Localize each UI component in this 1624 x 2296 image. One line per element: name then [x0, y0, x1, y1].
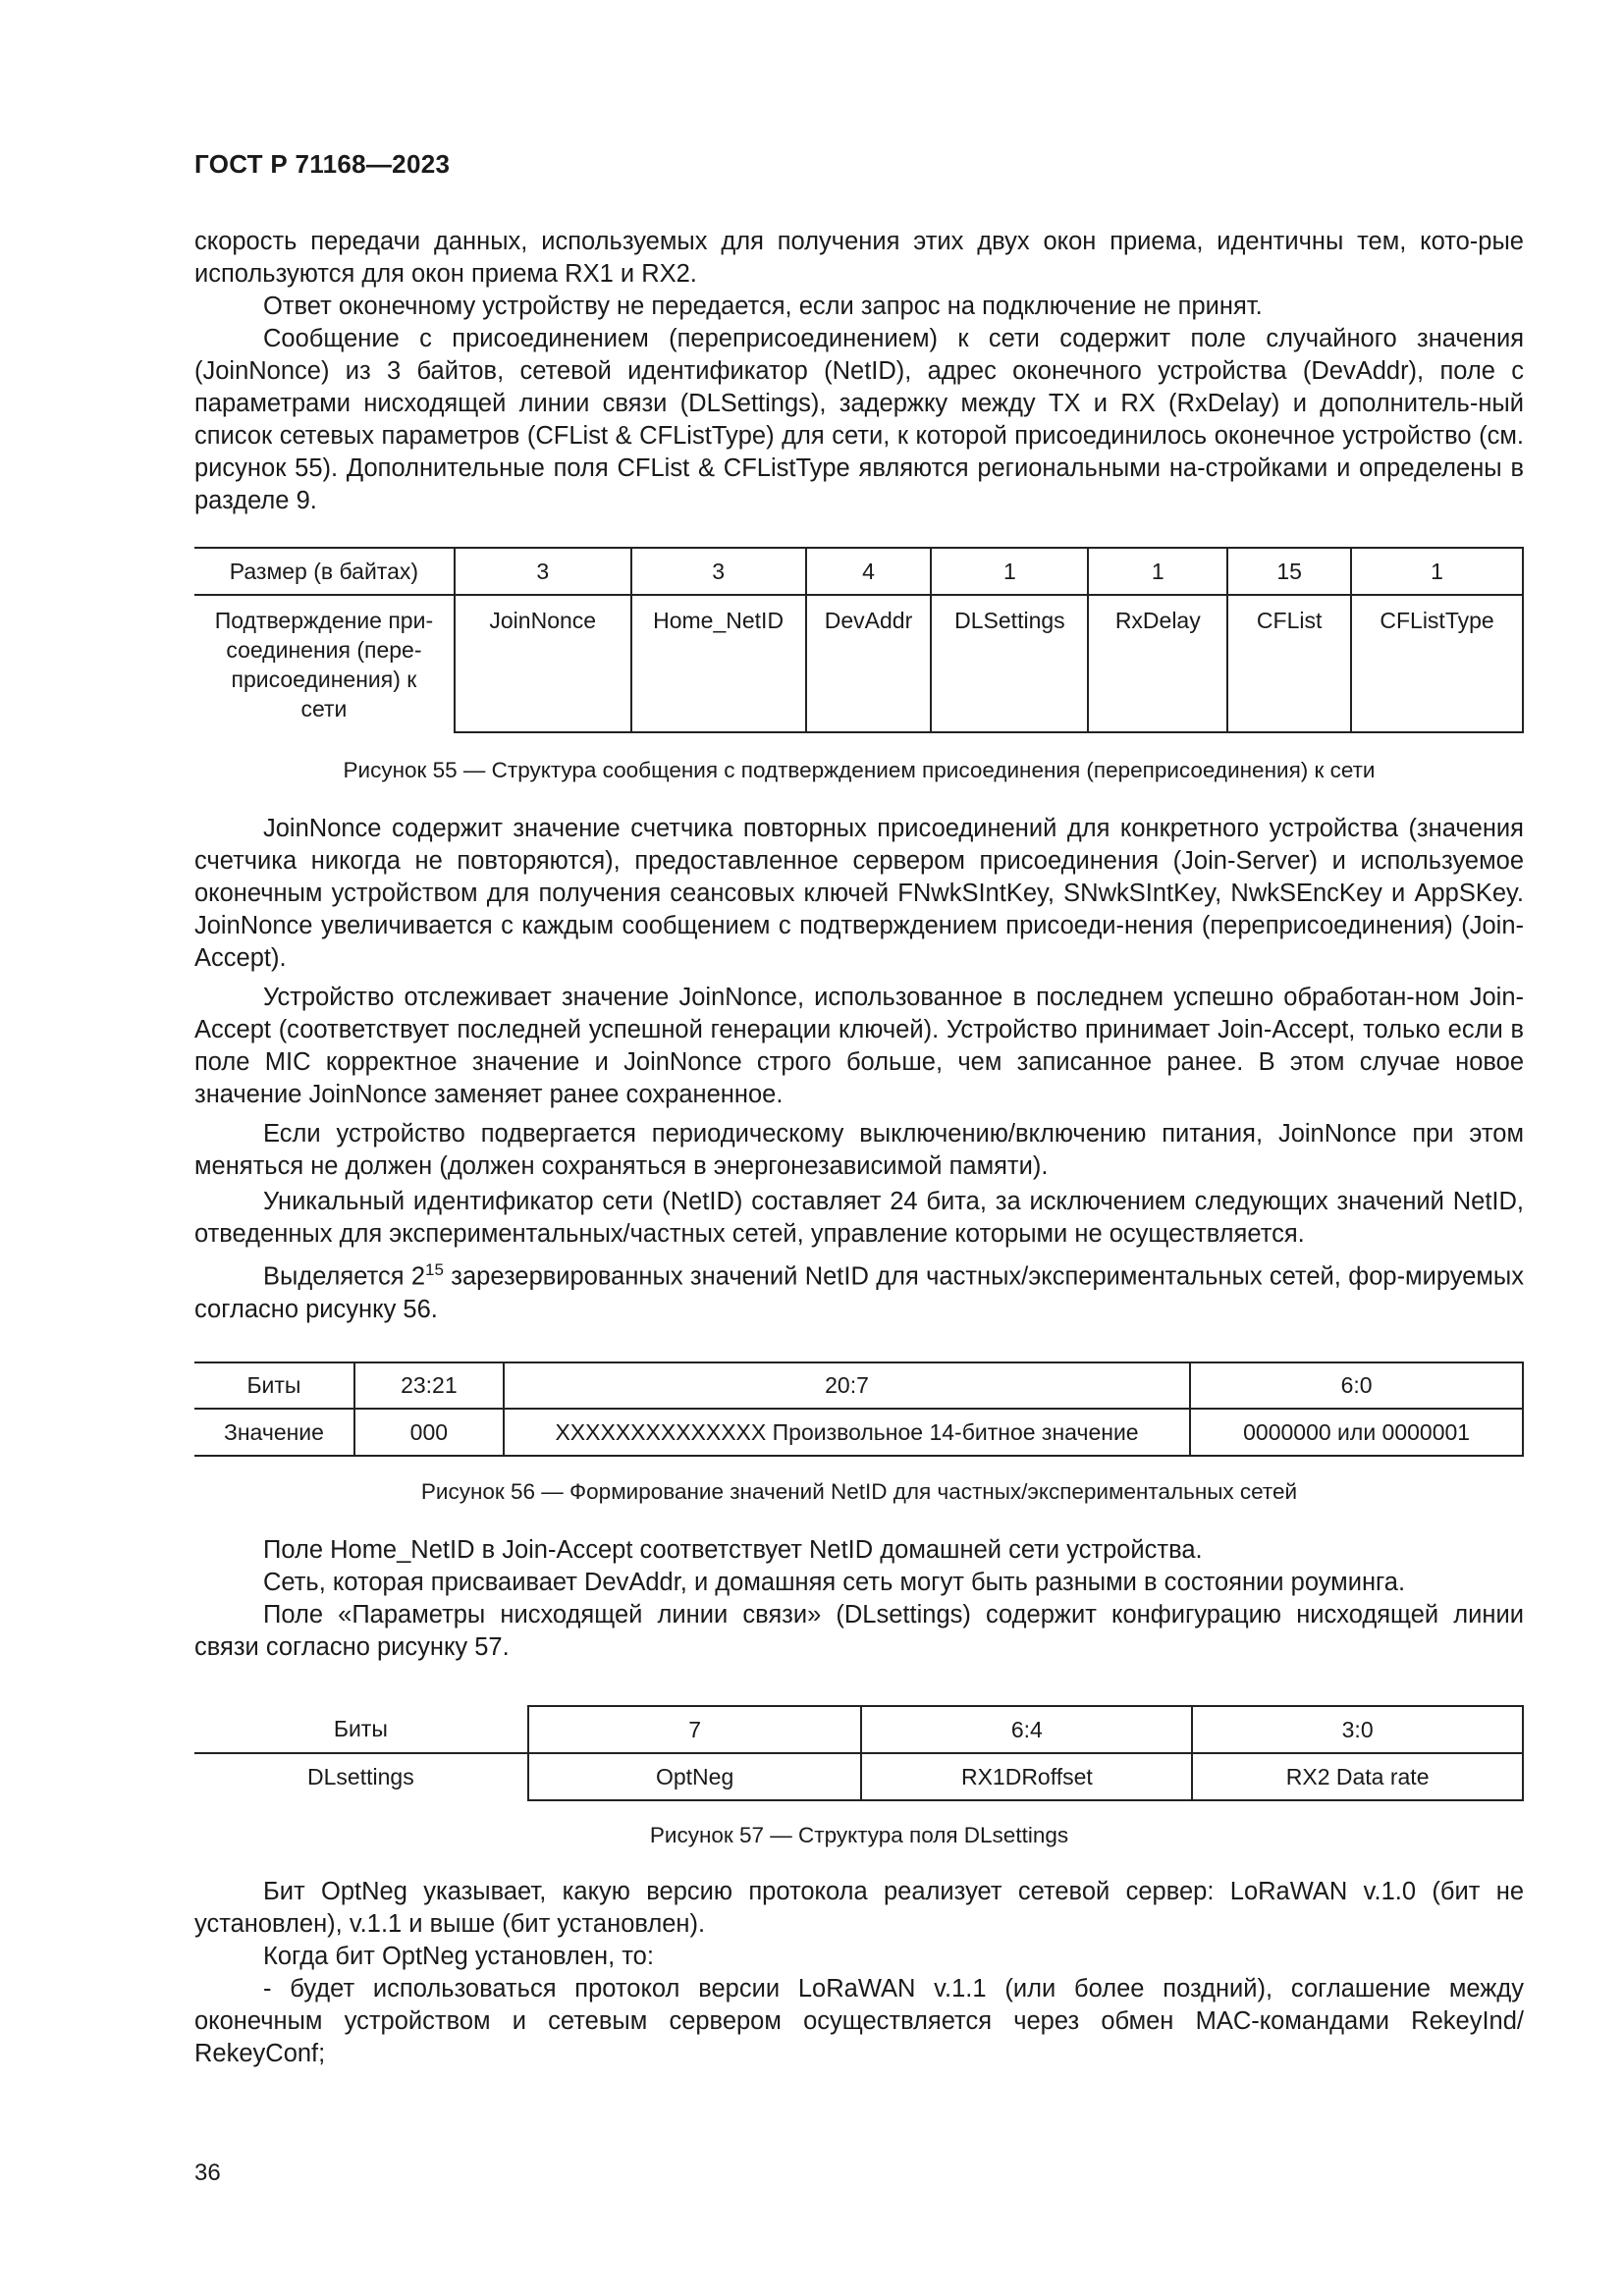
- size-cell: 3: [631, 548, 806, 595]
- paragraph-roaming: Сеть, которая присваивает DevAddr, и домашняя сеть могут быть разными в состоянии роуминга.: [263, 1569, 1406, 1596]
- field-cell: CFList: [1227, 595, 1351, 732]
- paragraph-device-tracks: Устройство отслеживает значение JoinNonce, использованное в последнем успешно обработан-ном Join-Accept (соответствует последней успешной генерации ключей). Устройство принимает Join-Accept, только если в поле MIC корректное значение и JoinNonce строго больше, чем записанное ранее. В этом случае новое значение JoinNonce заменяет ранее сохраненное.: [194, 984, 1524, 1108]
- size-cell: 1: [1088, 548, 1227, 595]
- document-header: ГОСТ Р 71168—2023: [194, 149, 451, 179]
- dlsettings-label-cell: DLsettings: [194, 1753, 528, 1800]
- paragraph-reserved-netid: [194, 1254, 1524, 1326]
- value-cell: 0000000 или 0000001: [1190, 1409, 1523, 1456]
- paragraph-netid: Уникальный идентификатор сети (NetID) составляет 24 бита, за исключением следующих значений NetID, отведенных для экспериментальных/частных сетей, управление которыми не осуществляется.: [194, 1188, 1524, 1248]
- reserved-text-before: Выделяется 2: [263, 1262, 426, 1291]
- join-accept-label-cell: Подтверждение при-соединения (пере-присоединения) к сети: [194, 595, 455, 732]
- figure-57-table: [194, 1705, 1524, 1801]
- bits-cell: 6:4: [861, 1706, 1192, 1753]
- size-cell: 15: [1227, 548, 1351, 595]
- figure-56-table: [194, 1362, 1524, 1457]
- reserved-text-after: зарезервированных значений NetID для частных/экспериментальных сетей, фор-мируемых согласно рисунку 56.: [194, 1262, 1524, 1323]
- field-cell: JoinNonce: [455, 595, 631, 732]
- size-cell: 3: [455, 548, 631, 595]
- size-cell: 4: [806, 548, 932, 595]
- field-cell: DLSettings: [931, 595, 1088, 732]
- size-cell: 1: [931, 548, 1088, 595]
- field-cell: OptNeg: [528, 1753, 862, 1800]
- figure-57-caption: Рисунок 57 — Структура поля DLsettings: [649, 1823, 1069, 1847]
- field-cell: RxDelay: [1088, 595, 1227, 732]
- figure-55-table: [194, 547, 1524, 733]
- paragraph-optneg-item: - будет использоваться протокол версии LoRaWAN v.1.1 (или более поздний), соглашение между оконечным устройством и сетевым сервером осуществляется через обмен MAC-командами RekeyInd/ RekeyConf;: [194, 1975, 1524, 2067]
- paragraph-speed: скорость передачи данных, используемых для получения этих двух окон приема, идентичны тем, кото-рые используются для окон приема RX1 и RX2.: [194, 228, 1524, 288]
- figure-56-caption: Рисунок 56 — Формирование значений NetID для частных/экспериментальных сетей: [420, 1479, 1298, 1504]
- bits-cell: 23:21: [354, 1362, 504, 1409]
- paragraph-no-response: Ответ оконечному устройству не передается, если запрос на подключение не принят.: [263, 293, 1263, 320]
- bits-label-cell: Биты: [194, 1362, 354, 1409]
- bits-cell: 3:0: [1192, 1706, 1523, 1753]
- paragraph-optneg: Бит OptNeg указывает, какую версию протокола реализует сетевой сервер: LoRaWAN v.1.0 (бит не установлен), v.1.1 и выше (бит установлен).: [194, 1878, 1524, 1938]
- field-cell: RX1DRoffset: [861, 1753, 1192, 1800]
- reserved-exponent: 15: [425, 1260, 444, 1279]
- value-cell: 000: [354, 1409, 504, 1456]
- paragraph-joinnonce: JoinNonce содержит значение счетчика повторных присоединений для конкретного устройства (значения счетчика никогда не повторяются), предоставленное сервером присоединения (Join-Server) и используемое оконечным устройством для получения сеансовых ключей FNwkSIntKey, SNwkSIntKey, NwkSEncKey и AppSKey. JoinNonce увеличивается с каждым сообщением с подтверждением присоеди-нения (переприсоединения) (Join-Accept).: [194, 815, 1524, 972]
- page-number: 36: [194, 2160, 221, 2186]
- value-cell: XXXXXXXXXXXXXX Произвольное 14-битное значение: [504, 1409, 1190, 1456]
- paragraph-join-accept-message: Сообщение с присоединением (переприсоединением) к сети содержит поле случайного значения (JoinNonce) из 3 байтов, сетевой идентификатор (NetID), адрес оконечного устройства (DevAddr), поле с параметрами нисходящей линии связи (DLSettings), задержку между TX и RX (RxDelay) и дополнитель-ный список сетевых параметров (CFList & CFListType) для сети, к которой присоединилось оконечное устройство (см. рисунок 55). Дополнительные поля CFList & CFListType являются региональными на-стройками и определены в разделе 9.: [194, 325, 1524, 514]
- field-cell: RX2 Data rate: [1192, 1753, 1523, 1800]
- paragraph-power-cycle: Если устройство подвергается периодическому выключению/включению питания, JoinNonce при этом меняться не должен (должен сохраняться в энергонезависимой памяти).: [194, 1120, 1524, 1180]
- bits-label-cell: Биты: [194, 1706, 528, 1753]
- bits-cell: 7: [528, 1706, 862, 1753]
- field-cell: DevAddr: [806, 595, 932, 732]
- size-cell: 1: [1351, 548, 1523, 595]
- paragraph-optneg-set: Когда бит OptNeg установлен, то:: [263, 1943, 654, 1970]
- paragraph-dlsettings: Поле «Параметры нисходящей линии связи» (DLsettings) содержит конфигурацию нисходящей линии связи согласно рисунку 57.: [194, 1601, 1524, 1661]
- figure-55-caption: Рисунок 55 — Структура сообщения с подтверждением присоединения (переприсоединения) к сети: [343, 758, 1376, 782]
- size-label-cell: Размер (в байтах): [194, 548, 455, 595]
- bits-cell: 20:7: [504, 1362, 1190, 1409]
- bits-cell: 6:0: [1190, 1362, 1523, 1409]
- field-cell: Home_NetID: [631, 595, 806, 732]
- value-label-cell: Значение: [194, 1409, 354, 1456]
- paragraph-home-netid: Поле Home_NetID в Join-Accept соответствует NetID домашней сети устройства.: [263, 1536, 1203, 1564]
- field-cell: CFListType: [1351, 595, 1523, 732]
